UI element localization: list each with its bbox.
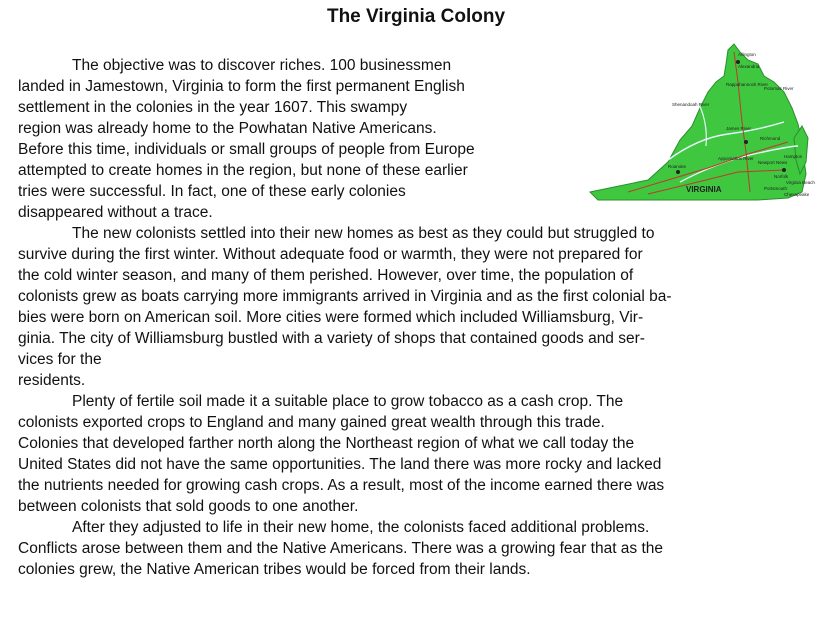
paragraph-line: disappeared without a trace.	[18, 204, 213, 221]
virginia-map	[588, 42, 815, 210]
paragraph-line: After they adjusted to life in their new home, the colonists faced additional problems.	[72, 519, 650, 536]
page-title: The Virginia Colony	[326, 6, 506, 27]
paragraph-line: Plenty of fertile soil made it a suitable place to grow tobacco as a cash crop. The	[72, 393, 624, 410]
paragraph-line: tries were successful. In fact, one of these early colonies	[18, 183, 406, 200]
svg-text:Hampton: Hampton	[784, 154, 803, 159]
paragraph-line: attempted to create homes in the region, but none of these earlier	[18, 162, 468, 179]
paragraph-line: colonists exported crops to England and many gained great wealth through this trade.	[18, 414, 605, 431]
svg-text:Newport News: Newport News	[758, 160, 788, 165]
paragraph-line: region was already home to the Powhatan Native Americans.	[18, 120, 437, 137]
svg-text:Rappahannock River: Rappahannock River	[726, 82, 769, 87]
svg-text:Roanoke: Roanoke	[668, 164, 687, 169]
svg-text:Norfolk: Norfolk	[774, 174, 789, 179]
svg-text:Potomac River: Potomac River	[764, 86, 794, 91]
city-marker	[676, 170, 680, 174]
city-marker	[744, 140, 748, 144]
paragraph-line: the cold winter season, and many of them perished. However, over time, the population of	[18, 267, 634, 284]
paragraph-line: the nutrients needed for growing cash crops. As a result, most of the income earned there was	[18, 477, 665, 494]
paragraph-line: residents.	[18, 372, 86, 389]
svg-text:Virginia Beach: Virginia Beach	[786, 180, 815, 185]
svg-text:Appomattox River: Appomattox River	[718, 156, 754, 161]
city-marker	[782, 168, 786, 172]
paragraph-line: colonists grew as boats carrying more immigrants arrived in Virginia and as the first colonial ba-	[18, 288, 672, 305]
paragraph-line: bies were born on American soil. More cities were formed which included Williamsburg, Vir-	[18, 309, 644, 326]
paragraph-line: ginia. The city of Williamsburg bustled with a variety of shops that contained goods and ser-	[18, 330, 645, 347]
paragraph-line: United States did not have the same opportunities. The land there was more rocky and lacked	[18, 456, 662, 473]
map-state-label: VIRGINIA	[686, 185, 722, 194]
paragraph-line: Before this time, individuals or small groups of people from Europe	[18, 141, 475, 158]
paragraph-line: between colonists that sold goods to one another.	[18, 498, 359, 515]
paragraph-line: settlement in the colonies in the year 1607. This swampy	[18, 99, 408, 116]
paragraph-line: The objective was to discover riches. 100 businessmen	[72, 57, 452, 74]
paragraph-line: Colonies that developed farther north along the Northeast region of what we call today the	[18, 435, 635, 452]
svg-text:James River: James River	[726, 126, 752, 131]
svg-text:Richmond: Richmond	[760, 136, 781, 141]
svg-text:Chesapeake: Chesapeake	[784, 192, 810, 197]
svg-text:Portsmouth: Portsmouth	[764, 186, 788, 191]
paragraph-line: landed in Jamestown, Virginia to form the first permanent English	[18, 78, 465, 95]
paragraph-line: vices for the	[18, 351, 102, 368]
svg-text:Alexandria: Alexandria	[738, 64, 760, 69]
svg-text:Shenandoah River: Shenandoah River	[672, 102, 710, 107]
paragraph-line: Conflicts arose between them and the Native Americans. There was a growing fear that as the	[18, 540, 664, 557]
paragraph-line: survive during the first winter. Without adequate food or warmth, they were not prepared for	[18, 246, 643, 263]
paragraph-line: colonies grew, the Native American tribes would be forced from their lands.	[18, 561, 531, 578]
paragraph-line: The new colonists settled into their new homes as best as they could but struggled to	[72, 225, 655, 242]
svg-text:Arlington: Arlington	[738, 52, 756, 57]
